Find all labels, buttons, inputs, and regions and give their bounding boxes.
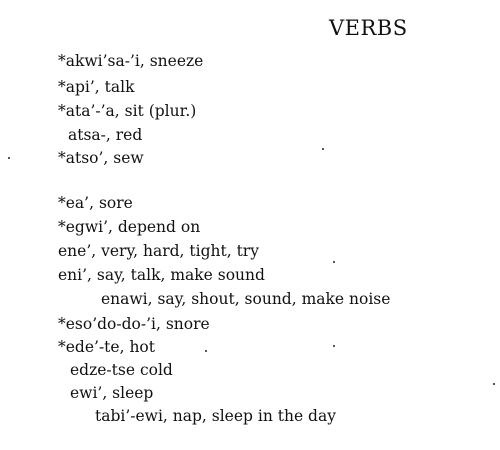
entry-edzetse: edze-tse cold — [70, 361, 173, 379]
entry-ene: ene’, very, hard, tight, try — [58, 242, 259, 260]
entry-ewi: ewi’, sleep — [70, 384, 154, 402]
entry-tabiewi: tabi’-ewi, nap, sleep in the day — [95, 407, 336, 425]
scan-speck — [333, 261, 335, 263]
entry-ataa: *ata’-’a, sit (plur.) — [58, 102, 197, 120]
entry-atsa: atsa-, red — [68, 126, 143, 144]
entry-atso: *atso’, sew — [58, 149, 144, 167]
entry-edete: *ede’-te, hot — [58, 338, 155, 356]
entry-ea: *ea’, sore — [58, 194, 133, 212]
scan-speck — [493, 383, 495, 385]
entry-enawi: enawi, say, shout, sound, make noise — [101, 290, 391, 308]
entry-api: *api’, talk — [58, 78, 135, 96]
section-heading: VERBS — [329, 16, 408, 40]
entry-egwi: *egwi’, depend on — [58, 218, 201, 236]
entry-esododoi: *eso’do-do-’i, snore — [58, 315, 210, 333]
entry-akwisai: *akwi’sa-’i, sneeze — [58, 52, 204, 70]
scan-speck — [8, 157, 10, 159]
scan-speck — [205, 350, 207, 352]
scan-speck — [333, 345, 335, 347]
scan-speck — [322, 148, 324, 150]
entry-eni: eni’, say, talk, make sound — [58, 266, 265, 284]
